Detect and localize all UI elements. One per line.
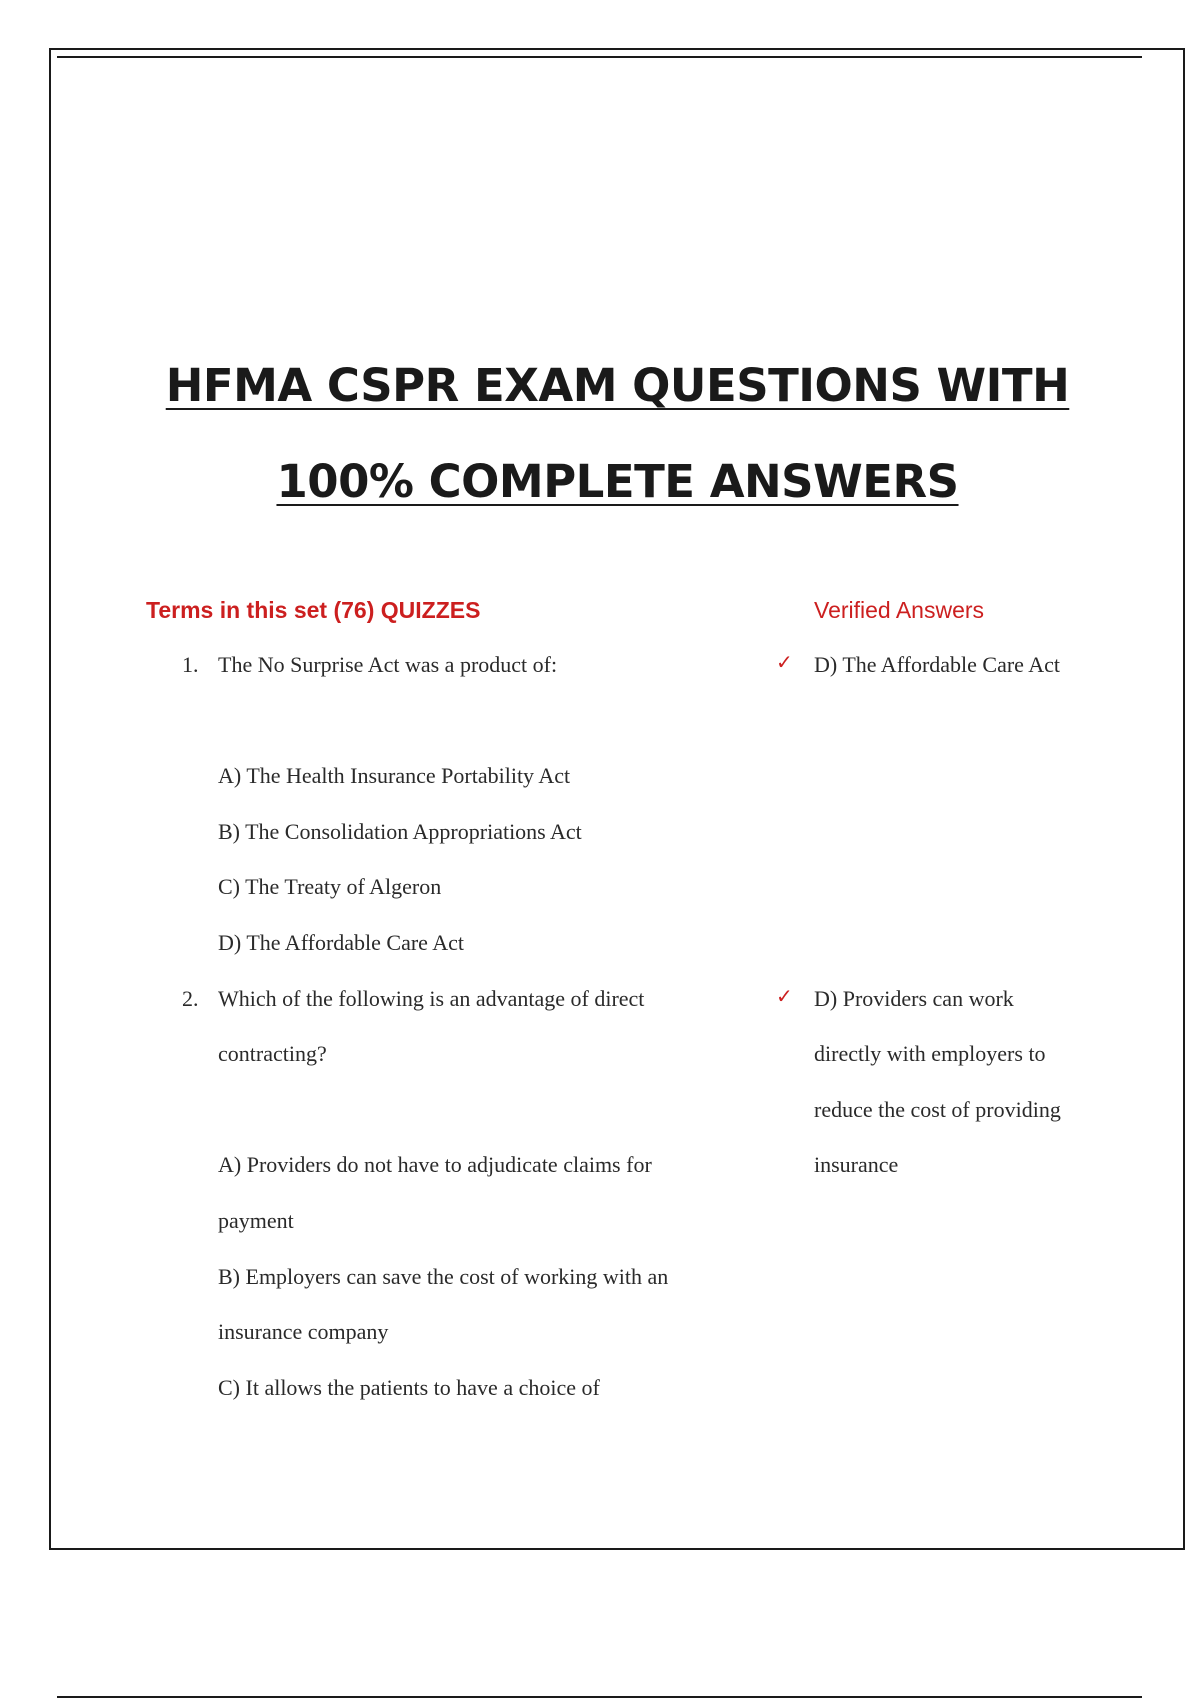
header-rule — [57, 56, 1142, 58]
answer-option: B) Employers can save the cost of working with an — [218, 1264, 669, 1289]
terms-heading: Terms in this set (76) QUIZZES — [146, 597, 481, 623]
checkmark-icon: ✓ — [776, 650, 793, 674]
verified-answer: insurance — [814, 1152, 899, 1177]
question-text: Which of the following is an advantage of direct — [218, 986, 645, 1011]
answer-option: A) The Health Insurance Portability Act — [218, 763, 571, 788]
document-title-line-1: HFMA CSPR EXAM QUESTIONS WITH — [165, 359, 1070, 412]
answer-option: insurance company — [218, 1319, 389, 1344]
document-title-line-2: 100% COMPLETE ANSWERS — [276, 455, 959, 508]
verified-answer: D) Providers can work — [814, 986, 1014, 1011]
answer-option: C) It allows the patients to have a choice of — [218, 1375, 600, 1400]
answer-option: payment — [218, 1208, 294, 1233]
verified-answer: reduce the cost of providing — [814, 1097, 1061, 1122]
checkmark-icon: ✓ — [776, 984, 793, 1008]
answer-option: A) Providers do not have to adjudicate claims for — [218, 1152, 652, 1177]
verified-answer: directly with employers to — [814, 1041, 1046, 1066]
answer-option: D) The Affordable Care Act — [218, 930, 464, 955]
verified-answers-heading: Verified Answers — [814, 597, 985, 623]
answer-option: C) The Treaty of Algeron — [218, 874, 442, 899]
answer-option: B) The Consolidation Appropriations Act — [218, 819, 582, 844]
question-text: contracting? — [218, 1041, 327, 1066]
question-text: The No Surprise Act was a product of: — [218, 652, 558, 677]
verified-answer: D) The Affordable Care Act — [814, 652, 1060, 677]
footer-rule — [57, 1696, 1142, 1698]
question-number: 2. — [182, 986, 199, 1011]
question-number: 1. — [182, 652, 199, 677]
